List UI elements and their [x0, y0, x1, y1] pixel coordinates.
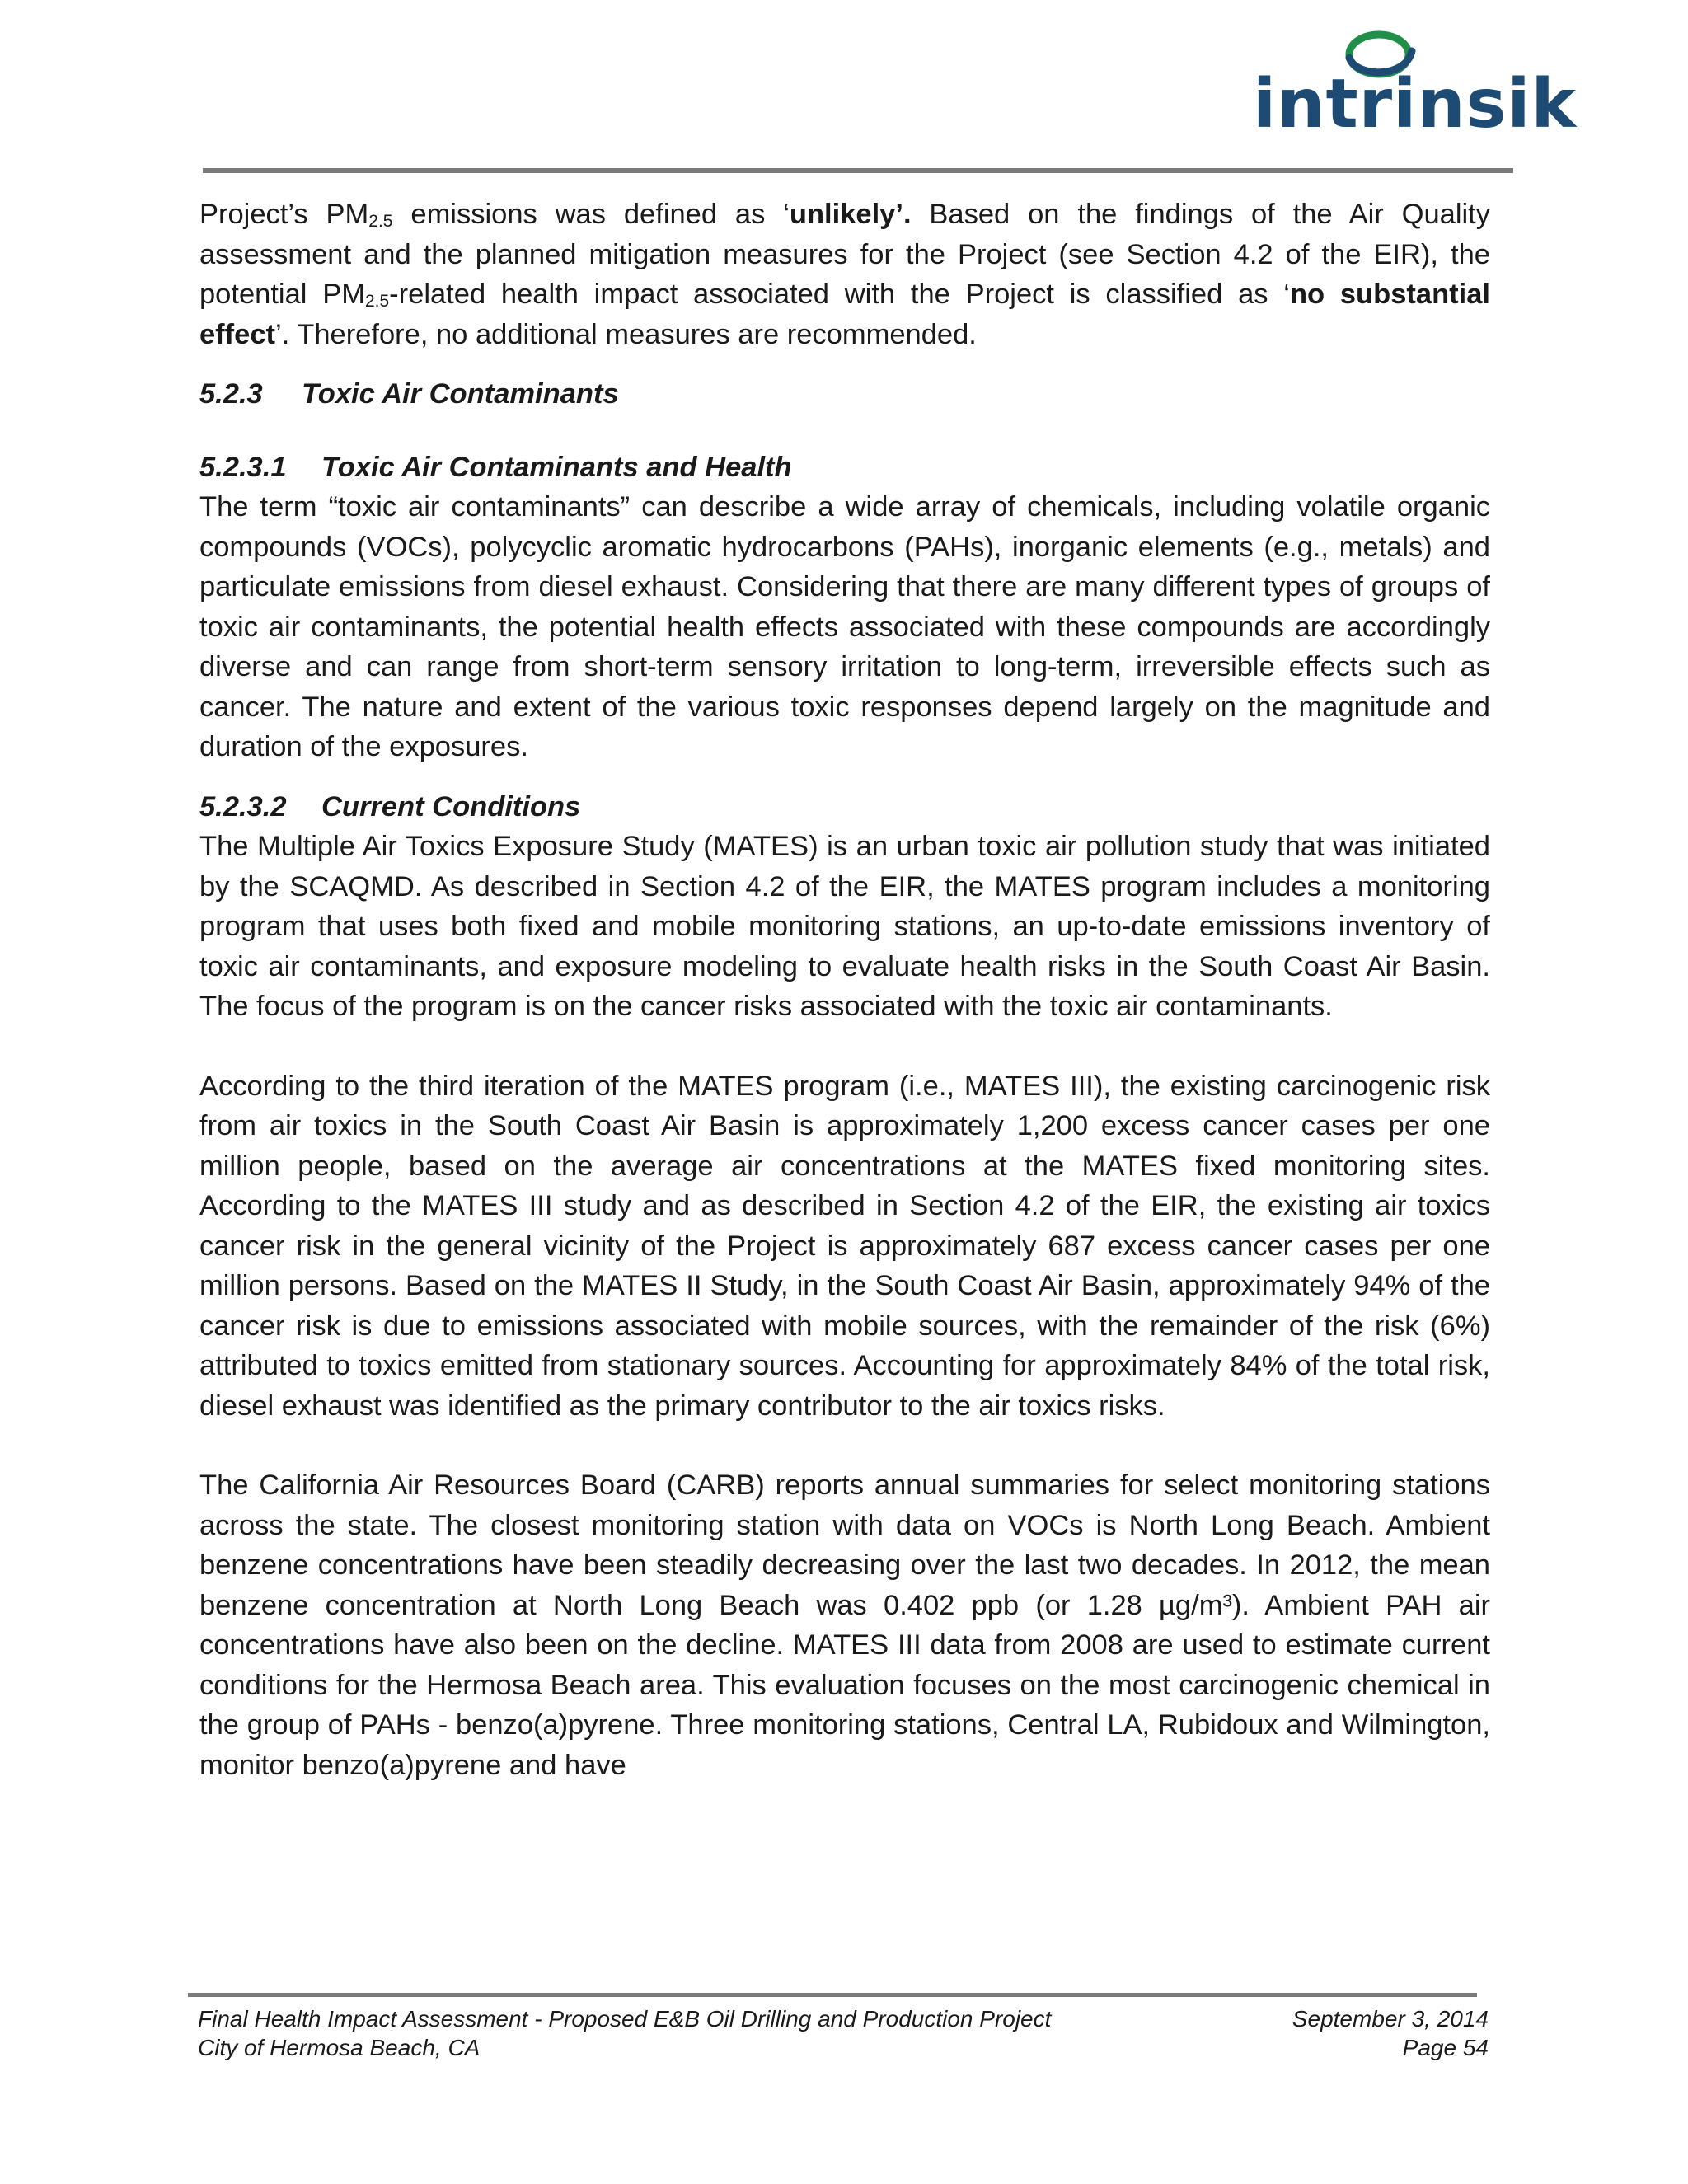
- company-logo: [1253, 30, 1578, 153]
- footer-divider: [188, 1993, 1477, 1997]
- footer-city: City of Hermosa Beach, CA: [198, 2035, 481, 2060]
- page-footer: [198, 2004, 1489, 2062]
- section-heading-5-2-3-1: 5.2.3.1 Toxic Air Contaminants and Health: [199, 451, 792, 483]
- footer-date: September 3, 2014: [1292, 2006, 1489, 2032]
- header-divider: [203, 168, 1513, 173]
- section-heading-5-2-3-2: 5.2.3.2 Current Conditions: [199, 790, 581, 823]
- carb-paragraph: The California Air Resources Board (CARB) reports annual summaries for select monitoring stations across the state. The closest monitoring station with data on VOCs is North Long Beach. Ambient benzene concentrations have been steadily decreasing over the last two decades. In 2012, the mean benzene concentration at North Long Beach was 0.402 ppb (or 1.28 µg/m³). Ambient PAH air concentrations have also been on the decline. MATES III data from 2008 are used to estimate current conditions for the Hermosa Beach area. This evaluation focuses on the most carcinogenic chemical in the group of PAHs - benzo(a)pyrene. Three monitoring stations, Central LA, Rubidoux and Wilmington, monitor benzo(a)pyrene and have: [199, 1469, 1490, 1781]
- footer-doc-title: Final Health Impact Assessment - Proposed E&B Oil Drilling and Production Project: [198, 2006, 1052, 2032]
- logo-wordmark: intrinsik: [1253, 65, 1578, 143]
- toxics-health-paragraph: The term “toxic air contaminants” can describe a wide array of chemicals, including volatile organic compounds (VOCs), polycyclic aromatic hydrocarbons (PAHs), inorganic elements (e.g., metals) and particulate emissions from diesel exhaust. Considering that there are many different types of groups of toxic air contaminants, the potential health effects associated with these compounds are accordingly diverse and can range from short-term sensory irritation to long-term, irreversible effects such as cancer. The nature and extent of the various toxic responses depend largely on the magnitude and duration of the exposures.: [199, 491, 1490, 762]
- main-content: [199, 194, 1490, 1785]
- mates-iii-paragraph: According to the third iteration of the MATES program (i.e., MATES III), the existing carcinogenic risk from air toxics in the South Coast Air Basin is approximately 1,200 excess cancer cases per one million people, based on the average air concentrations at the MATES fixed monitoring sites. According to the MATES III study and as described in Section 4.2 of the EIR, the existing air toxics cancer risk in the general vicinity of the Project is approximately 687 excess cancer cases per one million persons. Based on the MATES II Study, in the South Coast Air Basin, approximately 94% of the cancer risk is due to emissions associated with mobile sources, with the remainder of the risk (6%) attributed to toxics emitted from stationary sources. Accounting for approximately 84% of the total risk, diesel exhaust was identified as the primary contributor to the air toxics risks.: [199, 1070, 1490, 1422]
- mates-paragraph: The Multiple Air Toxics Exposure Study (MATES) is an urban toxic air pollution study that was initiated by the SCAQMD. As described in Section 4.2 of the EIR, the MATES program includes a monitoring program that uses both fixed and mobile monitoring stations, an up-to-date emissions inventory of toxic air contaminants, and exposure modeling to evaluate health risks in the South Coast Air Basin. The focus of the program is on the cancer risks associated with the toxic air contaminants.: [199, 831, 1490, 1022]
- section-heading-5-2-3: 5.2.3 Toxic Air Contaminants: [199, 378, 619, 410]
- footer-page-number: Page 54: [1402, 2035, 1489, 2060]
- intro-paragraph: Project’s PM2.5 emissions was defined as ‘unlikely’. Based on the findings of the Air Quality assessment and the planned mitigation measures for the Project (see Section 4.2 of the EIR), the potential PM2.5-related health impact associated with the Project is classified as ‘no substantial effect’. Therefore, no additional measures are recommended.: [199, 199, 1490, 350]
